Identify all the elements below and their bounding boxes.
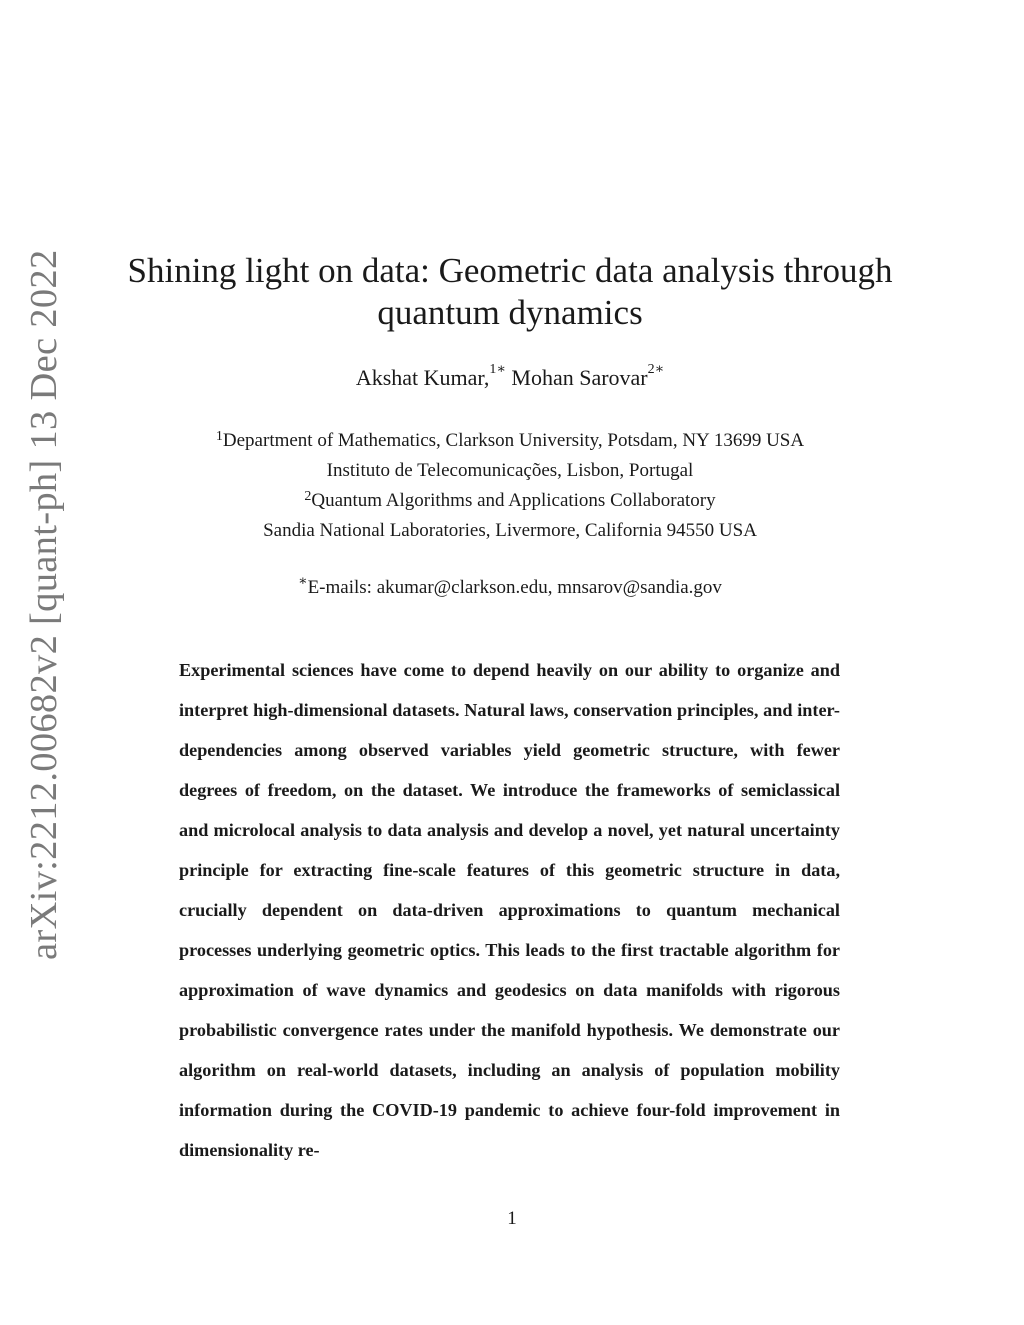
author-affiliation-marker: 1∗ [489,362,506,377]
affiliation-marker: 1 [215,429,223,444]
email-text: E-mails: akumar@clarkson.edu, mnsarov@sandia.gov [307,577,722,598]
contact-emails [110,574,910,599]
affiliation-text: Quantum Algorithms and Applications Collaboratory [311,490,716,511]
affiliation-line [110,456,910,486]
affiliation-text: Department of Mathematics, Clarkson University, Potsdam, NY 13699 USA [222,430,805,451]
affiliation-line [110,486,910,516]
affiliation-line [110,516,910,546]
page-number: 1 [507,1208,517,1229]
affiliation-line [110,426,910,456]
author-name: Akshat Kumar, [355,365,490,390]
affiliation-marker: 2 [304,489,312,504]
affiliation-block [110,426,910,546]
affiliation-text: Sandia National Laboratories, Livermore, California 94550 USA [263,520,757,541]
author-list [110,362,910,391]
paper-title: Shining light on data: Geometric data analysis through quantum dynamics [127,251,893,332]
email-marker: ∗ [298,574,308,589]
author-affiliation-marker: 2∗ [647,362,665,377]
arxiv-identifier-stamp: arXiv:2212.00682v2 [quant-ph] 13 Dec 2022 [23,249,65,960]
abstract-paragraph: Experimental sciences have come to depend heavily on our ability to organize and interpret high-dimensional datasets. Natural laws, conservation principles, and inter-dependencies among observed variables yield geometric structure, with fewer degrees of freedom, on the dataset. We introduce the frameworks of semiclassical and microlocal analysis to data analysis and develop a novel, yet natural uncertainty principle for extracting fine-scale features of this geometric structure in data, crucially dependent on data-driven approximations to quantum mechanical processes underlying geometric optics. This leads to the first tractable algorithm for approximation of wave dynamics and geodesics on data manifolds with rigorous probabilistic convergence rates under the manifold hypothesis. We demonstrate our algorithm on real-world datasets, including an analysis of population mobility information during the COVID-19 pandemic to achieve four-fold improvement in dimensionality re- [179,660,840,1160]
affiliation-text: Instituto de Telecomunicações, Lisbon, Portugal [326,460,694,481]
author-name: Mohan Sarovar [511,365,648,390]
